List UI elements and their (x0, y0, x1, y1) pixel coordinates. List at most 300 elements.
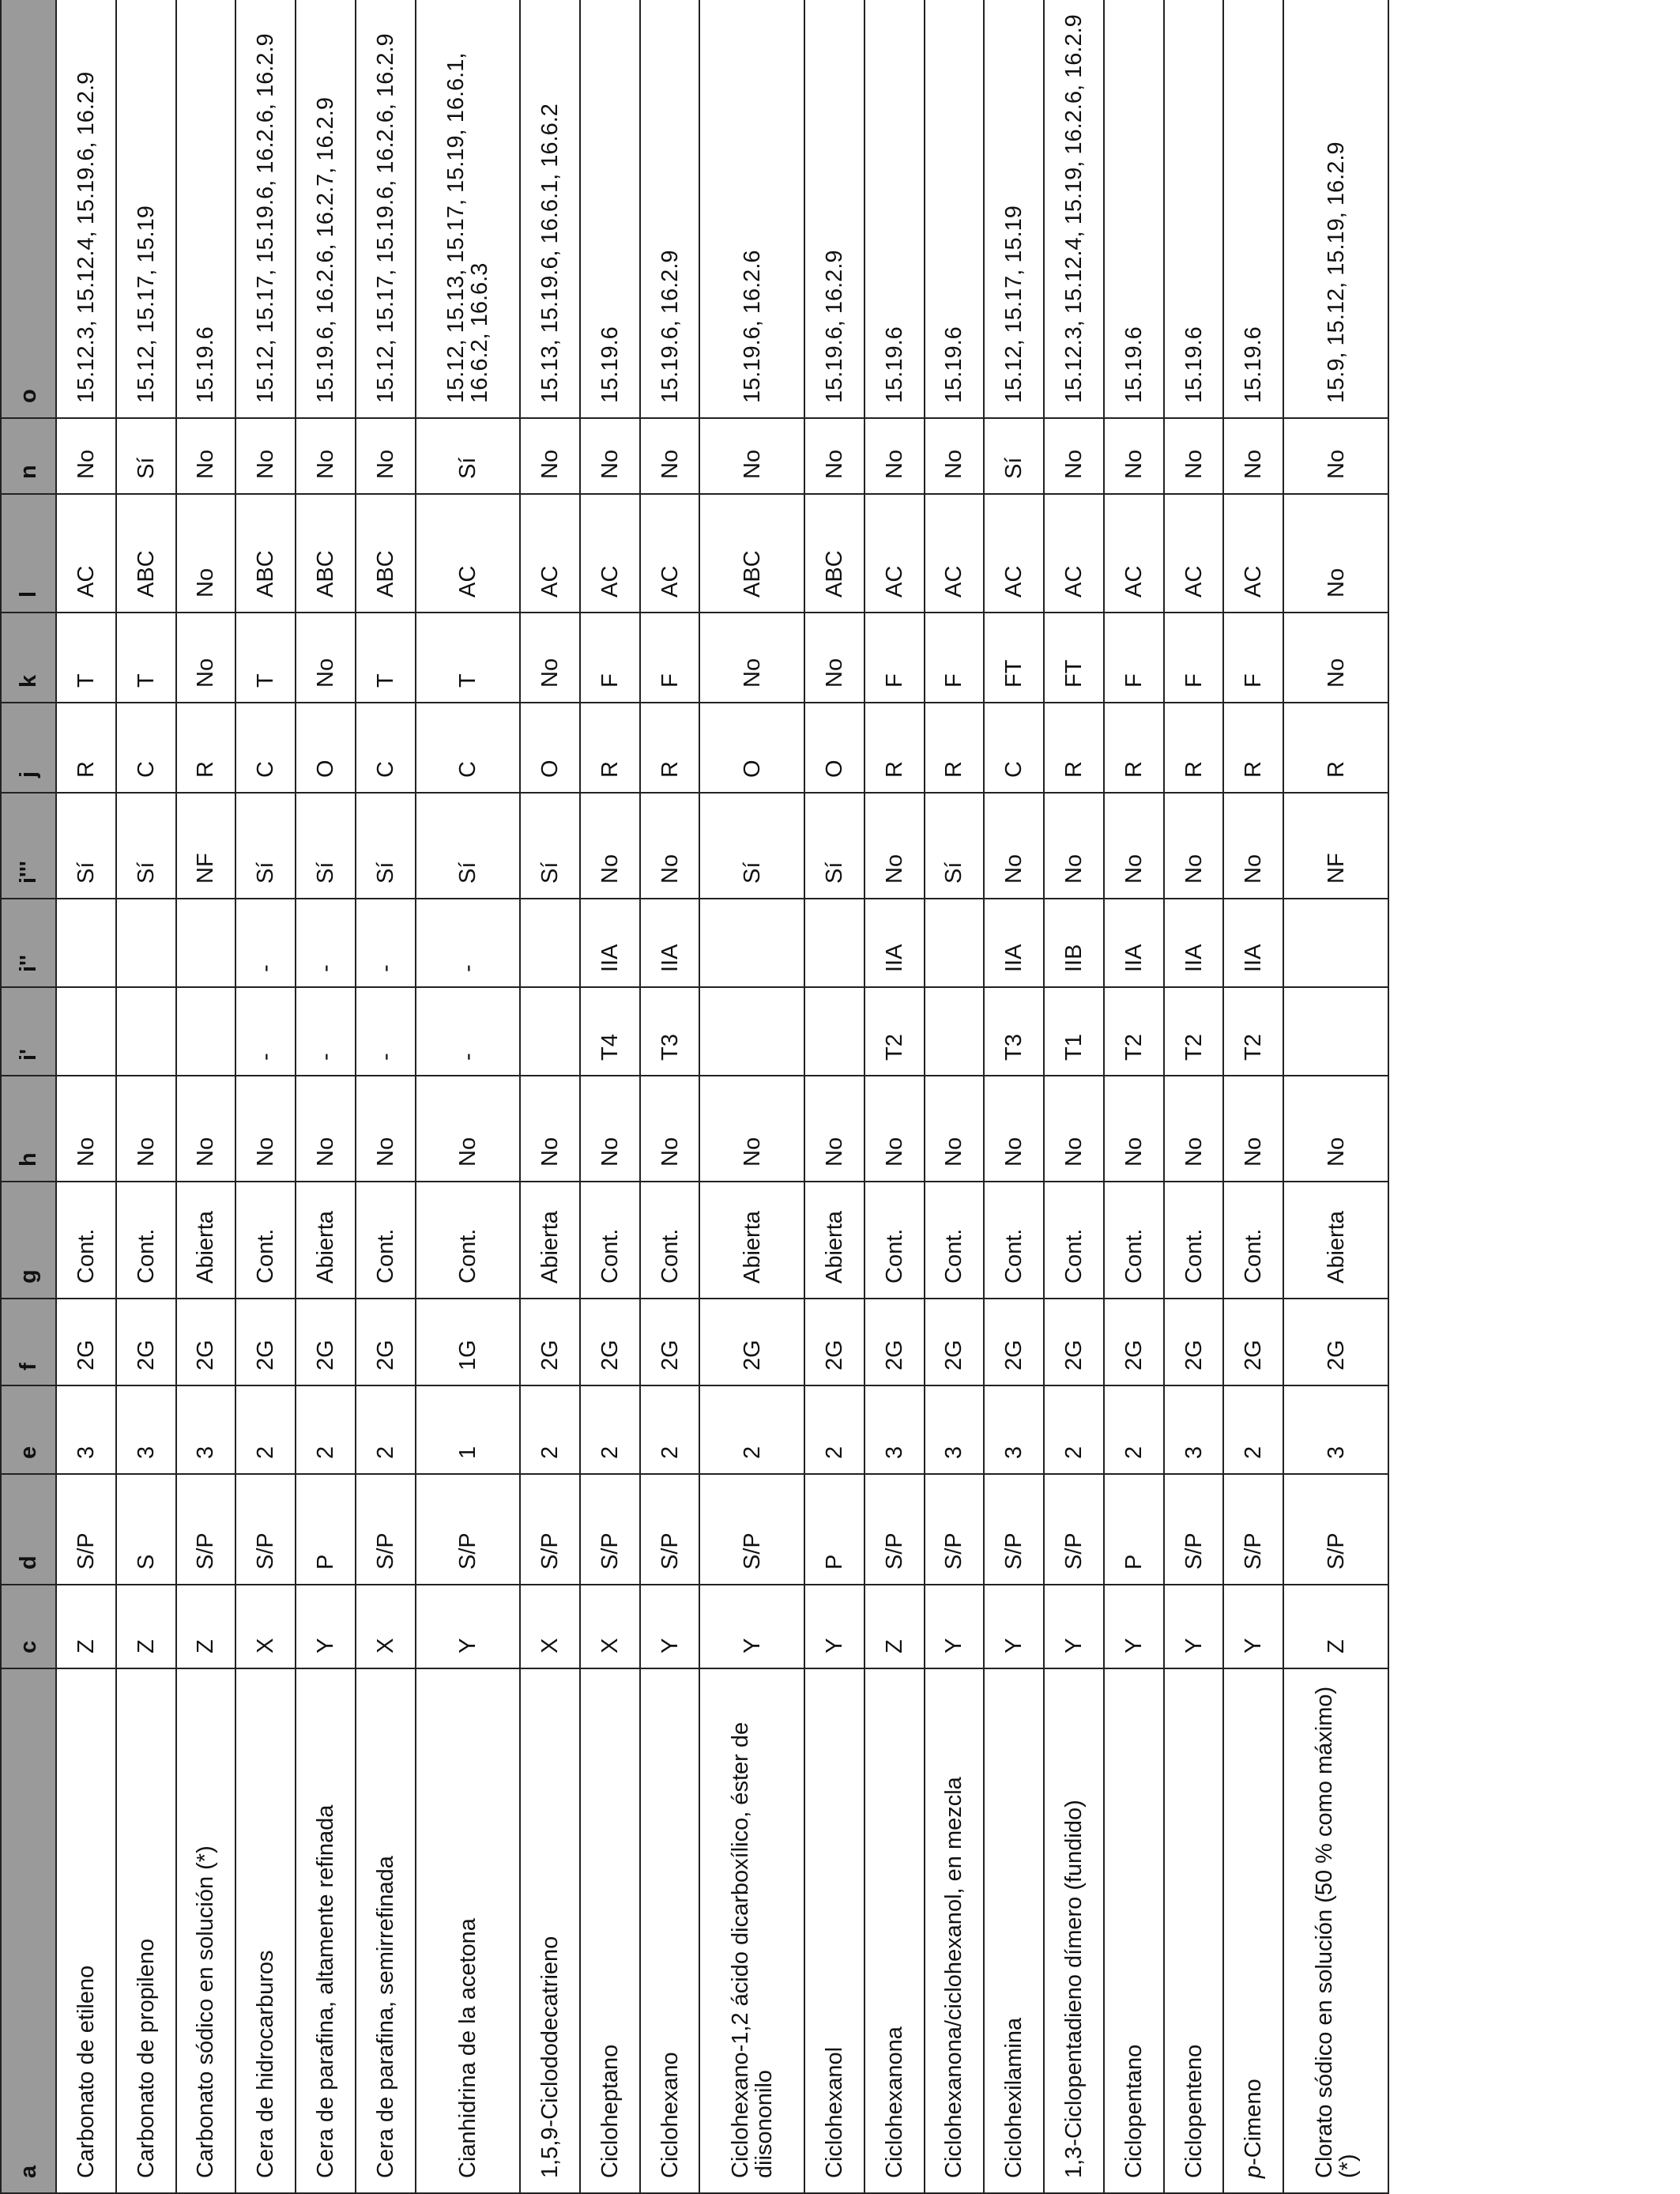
cell-l: AC (640, 494, 700, 613)
table-row (1223, 0, 1283, 2193)
cell-g: Cont. (1223, 1182, 1283, 1299)
column-header-l: l (1, 494, 56, 613)
cell-i2: - (235, 899, 296, 987)
cell-o: 15.19.6 (1164, 0, 1224, 418)
cell-j: C (984, 703, 1044, 793)
cell-l: No (176, 494, 236, 613)
column-header-f: f (1, 1299, 56, 1385)
cell-f: 2G (176, 1299, 236, 1385)
cell-g: Cont. (356, 1182, 416, 1299)
cell-e: 3 (925, 1385, 985, 1474)
cell-i2: IIA (864, 899, 925, 987)
cell-i2 (699, 899, 804, 987)
cell-h: No (356, 1076, 416, 1182)
cell-i1: T3 (984, 987, 1044, 1076)
cell-i2: IIA (640, 899, 700, 987)
cell-o: 15.12, 15.17, 15.19.6, 16.2.6, 16.2.9 (356, 0, 416, 418)
table-row (235, 0, 296, 2193)
cell-l: AC (56, 494, 116, 613)
header-row (1, 0, 56, 2193)
cell-h: No (864, 1076, 925, 1182)
cell-c: X (580, 1585, 640, 1668)
cell-o: 15.19.6, 16.2.6 (699, 0, 804, 418)
cell-o: 15.19.6 (1104, 0, 1164, 418)
cell-i3: No (864, 793, 925, 899)
cell-a: Clorato sódico en solución (50 % como máximo) (*) (1283, 1668, 1388, 2193)
cell-i3: Sí (116, 793, 176, 899)
cell-f: 2G (520, 1299, 580, 1385)
cell-i2: IIA (580, 899, 640, 987)
cell-l: ABC (296, 494, 356, 613)
cell-f: 2G (235, 1299, 296, 1385)
cell-h: No (416, 1076, 521, 1182)
column-header-n: n (1, 418, 56, 494)
column-header-i3: i''' (1, 793, 56, 899)
cell-n: No (1223, 418, 1283, 494)
cell-j: R (176, 703, 236, 793)
cell-h: No (176, 1076, 236, 1182)
cell-k: F (925, 613, 985, 703)
cell-h: No (1104, 1076, 1164, 1182)
cell-n: No (1044, 418, 1104, 494)
cell-h: No (640, 1076, 700, 1182)
cell-n: No (580, 418, 640, 494)
cell-d: S (116, 1474, 176, 1585)
column-header-a: a (1, 1668, 56, 2193)
cell-i3: Sí (520, 793, 580, 899)
cell-e: 2 (640, 1385, 700, 1474)
column-header-d: d (1, 1474, 56, 1585)
cell-o: 15.12, 15.13, 15.17, 15.19, 16.6.1, 16.6.2, 16.6.3 (416, 0, 521, 418)
cell-f: 2G (356, 1299, 416, 1385)
cell-f: 2G (864, 1299, 925, 1385)
cell-h: No (699, 1076, 804, 1182)
cell-k: F (1223, 613, 1283, 703)
cell-d: S/P (1164, 1474, 1224, 1585)
cell-g: Cont. (984, 1182, 1044, 1299)
cell-a: Cera de parafina, semirrefinada (356, 1668, 416, 2193)
cell-n: No (520, 418, 580, 494)
cell-f: 2G (116, 1299, 176, 1385)
cell-a: Ciclohexilamina (984, 1668, 1044, 2193)
cell-j: O (520, 703, 580, 793)
cell-h: No (116, 1076, 176, 1182)
cell-n: Sí (416, 418, 521, 494)
cell-d: S/P (56, 1474, 116, 1585)
cell-k: No (804, 613, 864, 703)
cell-g: Abierta (699, 1182, 804, 1299)
cell-g: Cont. (116, 1182, 176, 1299)
cell-i3: No (1164, 793, 1224, 899)
cell-i2 (925, 899, 985, 987)
cell-h: No (56, 1076, 116, 1182)
cell-d: S/P (520, 1474, 580, 1585)
cell-o: 15.19.6, 16.2.6, 16.2.7, 16.2.9 (296, 0, 356, 418)
table-row (925, 0, 985, 2193)
cell-h: No (925, 1076, 985, 1182)
cell-l: AC (984, 494, 1044, 613)
cell-g: Cont. (56, 1182, 116, 1299)
cell-o: 15.19.6 (1223, 0, 1283, 418)
cell-e: 2 (1223, 1385, 1283, 1474)
cell-k: F (580, 613, 640, 703)
cell-a: Ciclopenteno (1164, 1668, 1224, 2193)
cell-k: No (1283, 613, 1388, 703)
cell-d: P (804, 1474, 864, 1585)
cell-g: Cont. (925, 1182, 985, 1299)
cell-i2: - (356, 899, 416, 987)
table-row (356, 0, 416, 2193)
table-row (864, 0, 925, 2193)
cell-f: 2G (56, 1299, 116, 1385)
cell-o: 15.19.6 (925, 0, 985, 418)
cell-j: C (356, 703, 416, 793)
cell-e: 3 (984, 1385, 1044, 1474)
table-body (56, 0, 1388, 2193)
cell-d: S/P (235, 1474, 296, 1585)
cell-i3: Sí (296, 793, 356, 899)
cell-e: 1 (416, 1385, 521, 1474)
cell-i3: No (1104, 793, 1164, 899)
cell-a: 1,3-Ciclopentadieno dímero (fundido) (1044, 1668, 1104, 2193)
cell-l: AC (580, 494, 640, 613)
cell-i2 (804, 899, 864, 987)
cell-e: 3 (864, 1385, 925, 1474)
cell-l: ABC (235, 494, 296, 613)
cell-f: 2G (1223, 1299, 1283, 1385)
cell-k: T (116, 613, 176, 703)
cell-g: Abierta (296, 1182, 356, 1299)
cell-k: T (356, 613, 416, 703)
cell-l: AC (1223, 494, 1283, 613)
cell-i2 (520, 899, 580, 987)
cell-j: R (864, 703, 925, 793)
cell-c: X (520, 1585, 580, 1668)
cell-h: No (1223, 1076, 1283, 1182)
cell-f: 2G (640, 1299, 700, 1385)
cell-g: Cont. (640, 1182, 700, 1299)
cell-k: F (1164, 613, 1224, 703)
table-row (176, 0, 236, 2193)
cell-e: 2 (699, 1385, 804, 1474)
cell-c: Z (864, 1585, 925, 1668)
cell-n: No (864, 418, 925, 494)
cell-a: p-Cimeno (1223, 1668, 1283, 2193)
column-header-h: h (1, 1076, 56, 1182)
cell-e: 3 (56, 1385, 116, 1474)
cell-c: Y (699, 1585, 804, 1668)
cell-c: Z (56, 1585, 116, 1668)
cell-a: Carbonato de propileno (116, 1668, 176, 2193)
cell-i2 (56, 899, 116, 987)
cell-j: R (1104, 703, 1164, 793)
cell-i1: - (235, 987, 296, 1076)
cell-o: 15.12.3, 15.12.4, 15.19.6, 16.2.9 (56, 0, 116, 418)
cell-j: R (56, 703, 116, 793)
cell-j: O (699, 703, 804, 793)
cell-g: Cont. (416, 1182, 521, 1299)
cell-n: No (235, 418, 296, 494)
column-header-c: c (1, 1585, 56, 1668)
table-row (1164, 0, 1224, 2193)
cell-h: No (984, 1076, 1044, 1182)
cell-f: 2G (1104, 1299, 1164, 1385)
cell-k: No (176, 613, 236, 703)
cell-e: 2 (235, 1385, 296, 1474)
cell-k: No (296, 613, 356, 703)
cell-l: ABC (116, 494, 176, 613)
cell-i1 (176, 987, 236, 1076)
cell-i1: - (296, 987, 356, 1076)
cell-c: Y (804, 1585, 864, 1668)
cell-o: 15.19.6, 16.2.9 (640, 0, 700, 418)
cell-a: Ciclohexanona (864, 1668, 925, 2193)
cell-j: R (1044, 703, 1104, 793)
cell-i1: T4 (580, 987, 640, 1076)
cell-o: 15.12, 15.17, 15.19 (984, 0, 1044, 418)
cell-d: S/P (1283, 1474, 1388, 1585)
cell-d: S/P (416, 1474, 521, 1585)
cell-k: FT (984, 613, 1044, 703)
cell-i1 (1283, 987, 1388, 1076)
table-row (56, 0, 116, 2193)
cell-i2: IIA (1164, 899, 1224, 987)
cell-c: Y (925, 1585, 985, 1668)
cell-l: AC (925, 494, 985, 613)
cell-c: Y (640, 1585, 700, 1668)
cell-k: T (56, 613, 116, 703)
cell-j: C (116, 703, 176, 793)
cell-i3: Sí (925, 793, 985, 899)
cell-n: No (56, 418, 116, 494)
cell-l: AC (1104, 494, 1164, 613)
cell-i1: - (416, 987, 521, 1076)
table-row (1044, 0, 1104, 2193)
cell-f: 2G (1283, 1299, 1388, 1385)
cell-a: Carbonato de etileno (56, 1668, 116, 2193)
cell-i1 (699, 987, 804, 1076)
cell-j: R (580, 703, 640, 793)
cell-g: Cont. (1164, 1182, 1224, 1299)
cell-e: 2 (1104, 1385, 1164, 1474)
cell-i1 (925, 987, 985, 1076)
cell-o: 15.12.3, 15.12.4, 15.19, 16.2.6, 16.2.9 (1044, 0, 1104, 418)
cell-j: C (235, 703, 296, 793)
cell-i1 (804, 987, 864, 1076)
cell-i3: Sí (699, 793, 804, 899)
cell-d: S/P (640, 1474, 700, 1585)
cell-a: Cicloheptano (580, 1668, 640, 2193)
table-row (640, 0, 700, 2193)
cell-h: No (1283, 1076, 1388, 1182)
table-row (580, 0, 640, 2193)
cell-a: Ciclopentano (1104, 1668, 1164, 2193)
cell-f: 1G (416, 1299, 521, 1385)
cell-a: Carbonato sódico en solución (*) (176, 1668, 236, 2193)
cell-i3: Sí (235, 793, 296, 899)
cell-i3: NF (1283, 793, 1388, 899)
cell-j: O (296, 703, 356, 793)
cell-n: No (640, 418, 700, 494)
cell-f: 2G (1044, 1299, 1104, 1385)
cell-d: S/P (1044, 1474, 1104, 1585)
cell-i2: IIA (1104, 899, 1164, 987)
table-row (1283, 0, 1388, 2193)
cell-d: S/P (864, 1474, 925, 1585)
cell-a: Ciclohexanona/ciclohexanol, en mezcla (925, 1668, 985, 2193)
cell-j: R (925, 703, 985, 793)
cell-h: No (296, 1076, 356, 1182)
cell-o: 15.12, 15.17, 15.19.6, 16.2.6, 16.2.9 (235, 0, 296, 418)
cell-o: 15.19.6 (864, 0, 925, 418)
column-header-i2: i'' (1, 899, 56, 987)
cell-h: No (520, 1076, 580, 1182)
cell-i1 (116, 987, 176, 1076)
cell-f: 2G (1164, 1299, 1224, 1385)
cell-d: S/P (580, 1474, 640, 1585)
cell-d: S/P (984, 1474, 1044, 1585)
cell-e: 2 (1044, 1385, 1104, 1474)
cell-i1: T2 (864, 987, 925, 1076)
cell-j: R (1223, 703, 1283, 793)
cell-o: 15.19.6 (580, 0, 640, 418)
cell-h: No (235, 1076, 296, 1182)
cell-d: P (296, 1474, 356, 1585)
cell-n: No (356, 418, 416, 494)
cell-a: Ciclohexanol (804, 1668, 864, 2193)
cell-e: 2 (296, 1385, 356, 1474)
cell-k: FT (1044, 613, 1104, 703)
cell-e: 3 (1283, 1385, 1388, 1474)
cell-l: AC (416, 494, 521, 613)
cell-d: S/P (356, 1474, 416, 1585)
cell-e: 2 (520, 1385, 580, 1474)
cell-f: 2G (699, 1299, 804, 1385)
cell-h: No (804, 1076, 864, 1182)
cell-d: S/P (176, 1474, 236, 1585)
cell-a: Ciclohexano-1,2 ácido dicarboxílico, éster de diisononilo (699, 1668, 804, 2193)
cell-c: X (235, 1585, 296, 1668)
cell-e: 2 (356, 1385, 416, 1474)
cell-i3: No (984, 793, 1044, 899)
cell-c: X (356, 1585, 416, 1668)
cell-j: R (1283, 703, 1388, 793)
cell-i1: - (356, 987, 416, 1076)
cell-c: Y (416, 1585, 521, 1668)
table-row (296, 0, 356, 2193)
column-header-g: g (1, 1182, 56, 1299)
cell-n: No (176, 418, 236, 494)
cell-e: 2 (580, 1385, 640, 1474)
cell-i2 (176, 899, 236, 987)
cell-g: Abierta (520, 1182, 580, 1299)
cell-n: No (1283, 418, 1388, 494)
cell-f: 2G (580, 1299, 640, 1385)
cell-k: T (235, 613, 296, 703)
cell-l: AC (1164, 494, 1224, 613)
cell-o: 15.12, 15.17, 15.19 (116, 0, 176, 418)
table-row (699, 0, 804, 2193)
cell-g: Abierta (1283, 1182, 1388, 1299)
cell-k: F (1104, 613, 1164, 703)
column-header-j: j (1, 703, 56, 793)
cell-f: 2G (804, 1299, 864, 1385)
cell-f: 2G (984, 1299, 1044, 1385)
cell-c: Y (984, 1585, 1044, 1668)
cell-g: Cont. (1044, 1182, 1104, 1299)
cell-i3: Sí (416, 793, 521, 899)
cell-i3: Sí (804, 793, 864, 899)
cell-a: Ciclohexano (640, 1668, 700, 2193)
cell-i2: IIB (1044, 899, 1104, 987)
cell-h: No (580, 1076, 640, 1182)
cell-o: 15.19.6 (176, 0, 236, 418)
table-row (804, 0, 864, 2193)
table-row (416, 0, 521, 2193)
cell-i1: T1 (1044, 987, 1104, 1076)
cell-i1 (56, 987, 116, 1076)
cell-h: No (1164, 1076, 1224, 1182)
table-row (116, 0, 176, 2193)
cell-l: ABC (699, 494, 804, 613)
cell-i1: T2 (1104, 987, 1164, 1076)
column-header-o: o (1, 0, 56, 418)
cell-e: 3 (176, 1385, 236, 1474)
cell-i3: No (1223, 793, 1283, 899)
cell-k: F (864, 613, 925, 703)
column-header-k: k (1, 613, 56, 703)
cell-c: Z (176, 1585, 236, 1668)
cell-i1 (520, 987, 580, 1076)
cell-j: R (640, 703, 700, 793)
column-header-e: e (1, 1385, 56, 1474)
cell-n: No (296, 418, 356, 494)
cell-a: 1,5,9-Ciclododecatrieno (520, 1668, 580, 2193)
cell-d: S/P (1223, 1474, 1283, 1585)
cell-i2: - (296, 899, 356, 987)
cell-i3: Sí (356, 793, 416, 899)
cell-a: Cianhidrina de la acetona (416, 1668, 521, 2193)
cell-c: Y (1164, 1585, 1224, 1668)
cell-c: Z (116, 1585, 176, 1668)
cell-n: No (1104, 418, 1164, 494)
table-row (984, 0, 1044, 2193)
cell-n: Sí (116, 418, 176, 494)
cell-c: Y (1044, 1585, 1104, 1668)
cell-l: ABC (804, 494, 864, 613)
cell-n: No (804, 418, 864, 494)
cell-k: F (640, 613, 700, 703)
cell-n: No (699, 418, 804, 494)
cell-j: O (804, 703, 864, 793)
cell-k: T (416, 613, 521, 703)
cell-j: C (416, 703, 521, 793)
cell-n: No (1164, 418, 1224, 494)
cell-h: No (1044, 1076, 1104, 1182)
table-row (1104, 0, 1164, 2193)
cell-c: Y (1104, 1585, 1164, 1668)
column-header-i1: i' (1, 987, 56, 1076)
cell-l: AC (1044, 494, 1104, 613)
cell-i2: - (416, 899, 521, 987)
cell-o: 15.19.6, 16.2.9 (804, 0, 864, 418)
cell-n: No (925, 418, 985, 494)
cell-k: No (520, 613, 580, 703)
cell-k: No (699, 613, 804, 703)
cell-d: S/P (925, 1474, 985, 1585)
cell-i1: T2 (1223, 987, 1283, 1076)
cell-i1: T2 (1164, 987, 1224, 1076)
